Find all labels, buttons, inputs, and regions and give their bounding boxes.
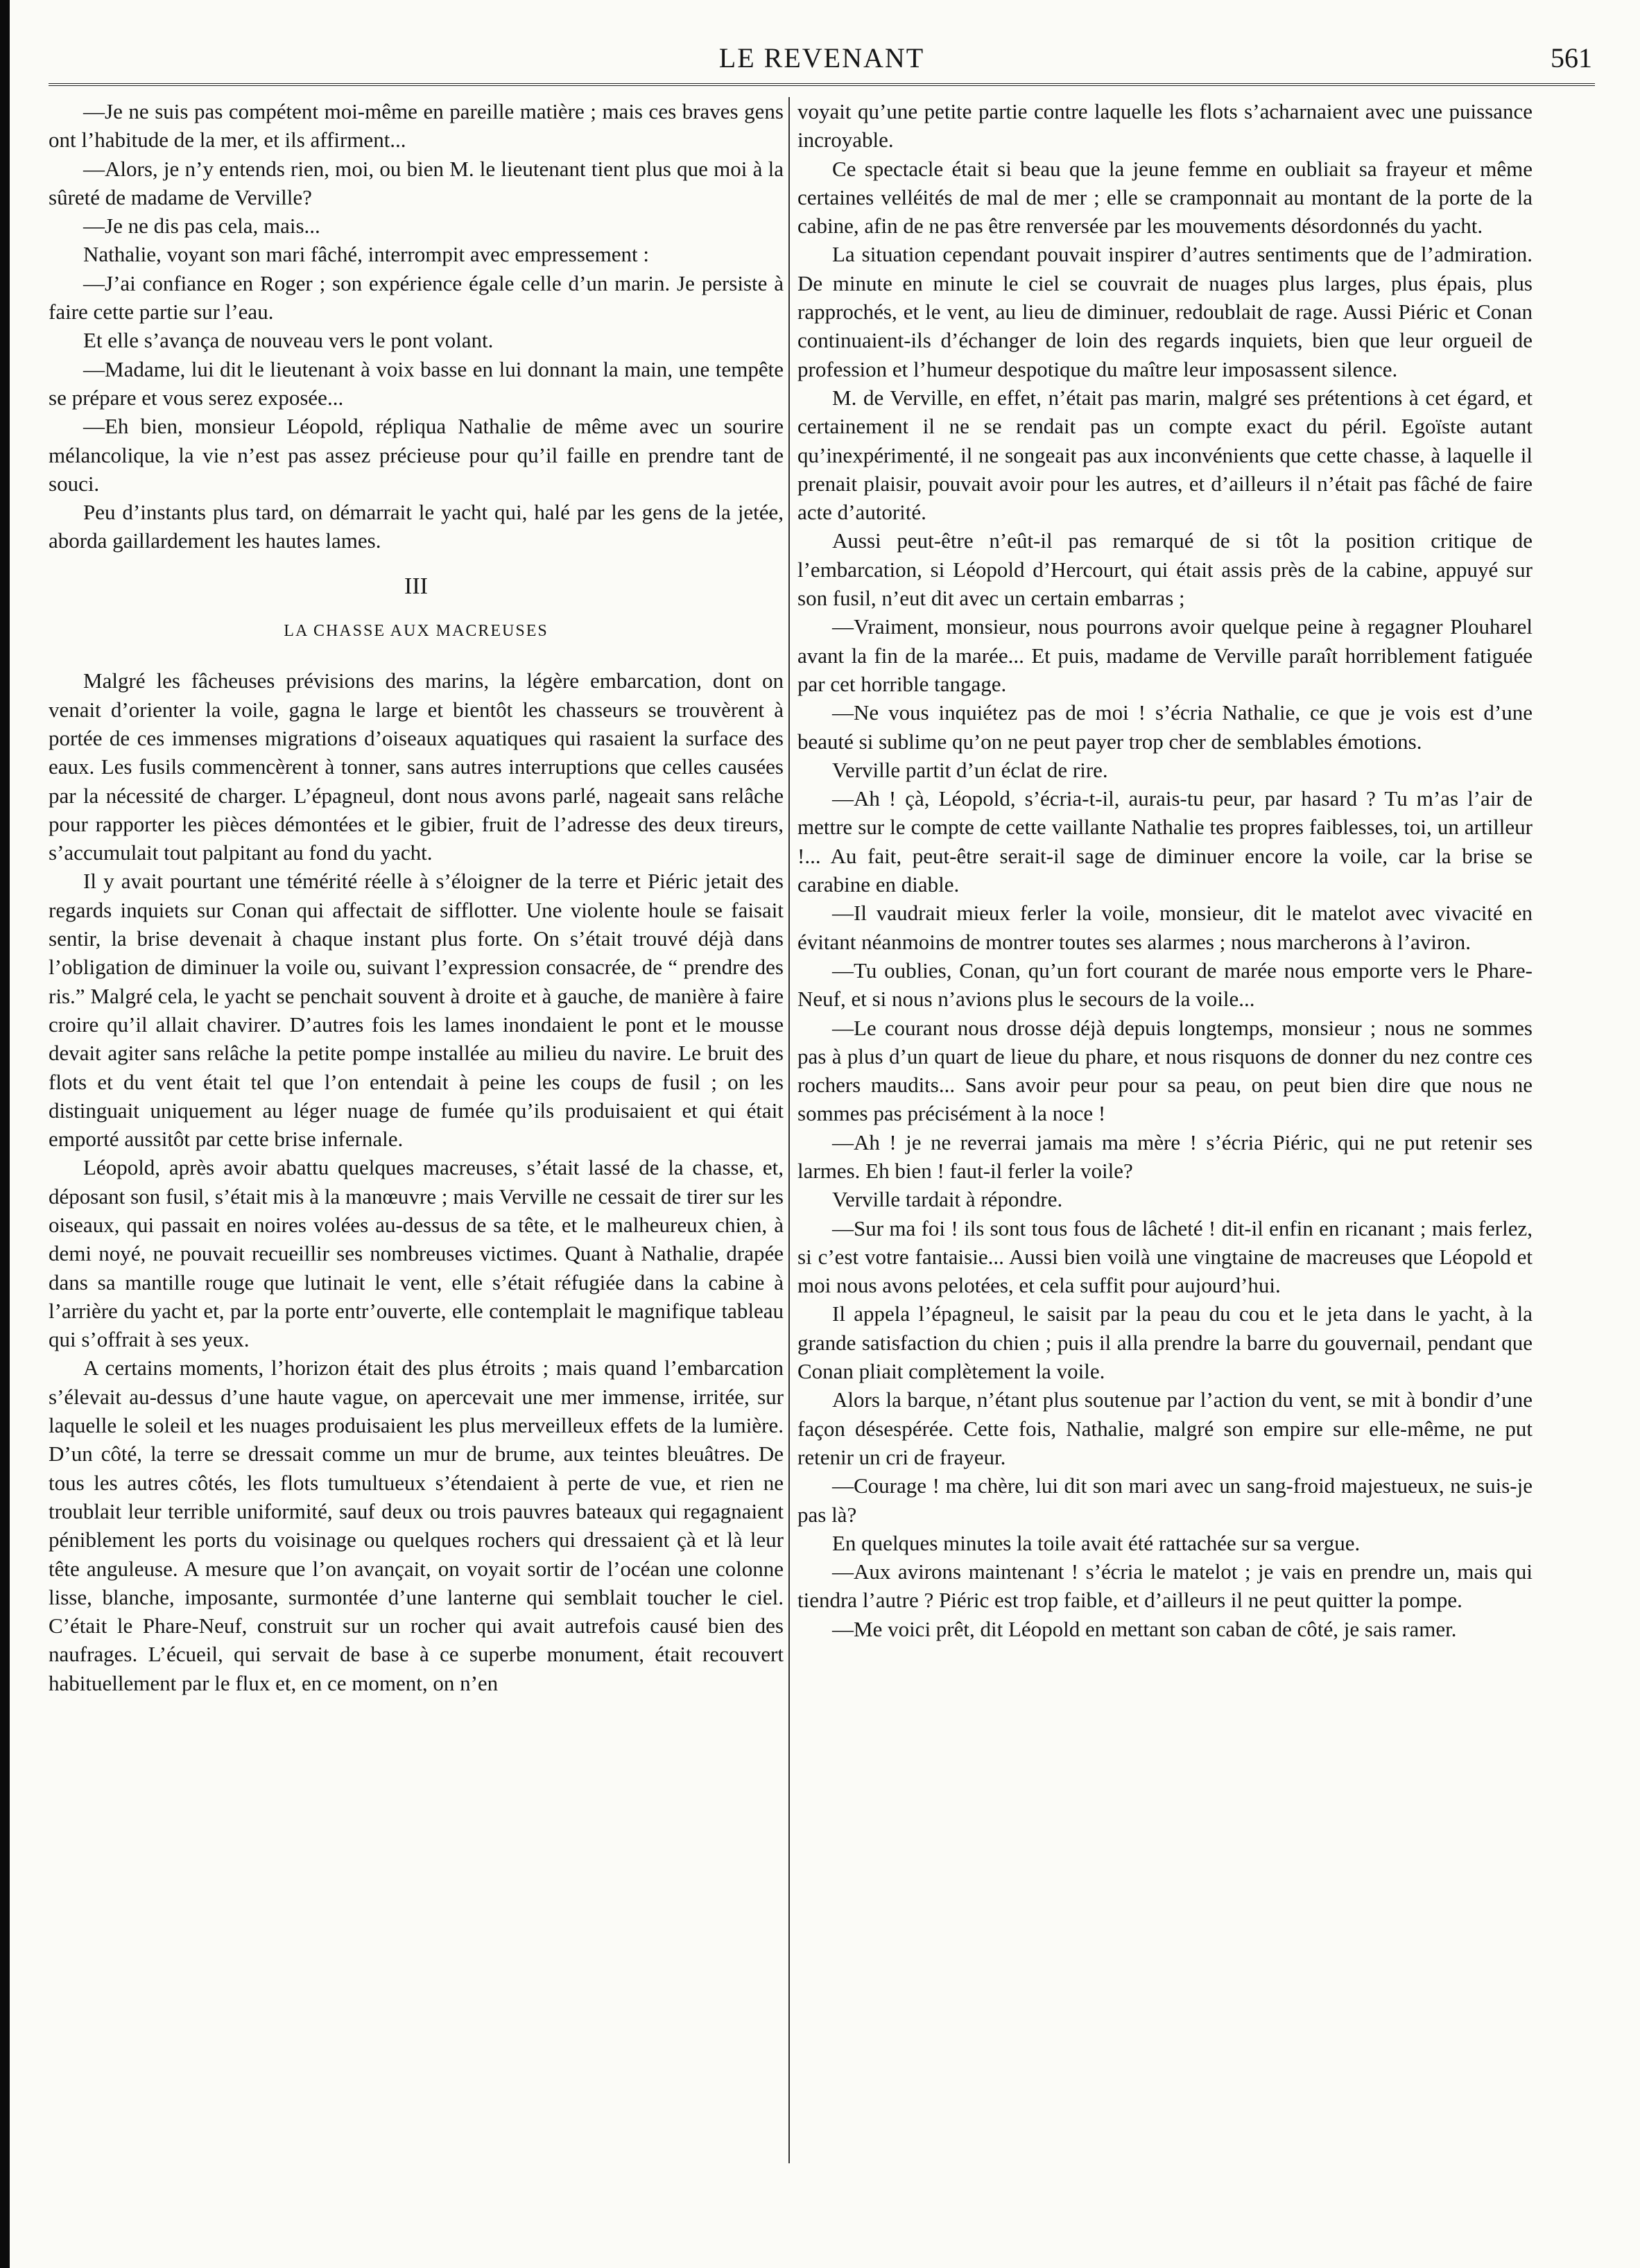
- paragraph: —Ne vous inquiétez pas de moi ! s’écria Nathalie, ce que je vois est d’une beauté si sublime qu’on ne peut payer trop cher de semblables émotions.: [797, 700, 1533, 754]
- paragraph: —Ah ! je ne reverrai jamais ma mère ! s’écria Piéric, qui ne put retenir ses larmes. Eh bien ! faut-il ferler la voile?: [797, 1129, 1533, 1183]
- paragraph: —Eh bien, monsieur Léopold, répliqua Nathalie de même avec un sourire mélancolique, la vie n’est pas assez précieuse pour qu’il faille en prendre tant de souci.: [49, 414, 784, 496]
- paragraph: —Tu oublies, Conan, qu’un fort courant de marée nous emporte vers le Phare-Neuf, et si nous n’avions plus le secours de la voile...: [797, 958, 1533, 1012]
- paragraph: Aussi peut-être n’eût-il pas remarqué de si tôt la position critique de l’embarcation, si Léopold d’Hercourt, qui était assis près de la cabine, appuyé sur son fusil, n’eut dit avec un certain embarras ;: [797, 528, 1533, 611]
- paragraph: Malgré les fâcheuses prévisions des marins, la légère embarcation, dont on venait d’orienter la voile, gagna le large et bientôt les chasseurs se trouvèrent à portée de ces immenses migrations d’oiseaux aquatiques qui rasaient la surface des eaux. Les fusils commencèrent à tonner, sans autres interruptions que celles causées par la nécessité de charger. L’épagneul, dont nous avons parlé, nageait sans relâche pour rapporter les pièces démontées et le gibier, fruit de l’adresse des deux tireurs, s’accumulait tout palpitant au fond du yacht.: [49, 668, 784, 865]
- paragraph: —Aux avirons maintenant ! s’écria le matelot ; je vais en prendre un, mais qui tiendra l’autre ? Piéric est trop faible, et d’ailleurs il ne peut quitter la pompe.: [797, 1559, 1533, 1613]
- paragraph: M. de Verville, en effet, n’était pas marin, malgré ses prétentions à cet égard, et certainement il ne se rendait pas un compte exact du péril. Egoïste autant qu’inexpérimenté, il ne songeait pas aux inconvénients que cette chasse, à laquelle il prenait plaisir, pouvait avoir pour les autres, et d’ailleurs il n’était pas fâché de faire acte d’autorité.: [797, 385, 1533, 525]
- page-number: 561: [1551, 42, 1592, 73]
- paragraph: Et elle s’avança de nouveau vers le pont volant.: [83, 328, 494, 353]
- paragraph: —Alors, je n’y entends rien, moi, ou bien M. le lieutenant tient plus que moi à la sûreté de madame de Verville?: [49, 156, 784, 209]
- paragraph: Nathalie, voyant son mari fâché, interrompit avec empressement :: [83, 242, 650, 267]
- paragraph: —Vraiment, monsieur, nous pourrons avoir quelque peine à regagner Plouharel avant la fin de la marée... Et puis, madame de Verville paraît horriblement fatiguée par cet horrible tangage.: [797, 614, 1533, 696]
- paragraph: Peu d’instants plus tard, on démarrait le yacht qui, halé par les gens de la jetée, aborda gaillardement les hautes lames.: [49, 500, 784, 553]
- left-column: [49, 97, 784, 2226]
- paragraph: Léopold, après avoir abattu quelques macreuses, s’était lassé de la chasse, et, déposant son fusil, s’était mis à la manœuvre ; mais Verville ne cessait de tirer sur les oiseaux, qui passait en noires volées au-dessus de sa tête, et le malheureux chien, à demi noyé, ne pouvait recueillir ses nombreuses victimes. Quant à Nathalie, drapée dans sa mantille rouge que lutinait le vent, elle s’était réfugiée dans la cabine à l’arrière du yacht et, par la porte entr’ouverte, elle contemplait le magnifique tableau qui s’offrait à ses yeux.: [49, 1155, 784, 1352]
- right-column: [797, 97, 1533, 2226]
- paragraph: —Madame, lui dit le lieutenant à voix basse en lui donnant la main, une tempête se prépare et vous serez exposée...: [49, 356, 784, 410]
- running-header: [49, 42, 1595, 86]
- paragraph: voyait qu’une petite partie contre laquelle les flots s’acharnaient avec une puissance incroyable.: [797, 99, 1533, 153]
- section-title: LA CHASSE AUX MACREUSES: [284, 622, 549, 641]
- paragraph: —Il vaudrait mieux ferler la voile, monsieur, dit le matelot avec vivacité en évitant néanmoins de montrer toutes ses alarmes ; nous marcherons à l’aviron.: [797, 901, 1533, 954]
- paragraph: Verville tardait à répondre.: [832, 1187, 1063, 1212]
- left-top-text: [49, 97, 784, 555]
- paragraph: Il y avait pourtant une témérité réelle à s’éloigner de la terre et Piéric jetait des regards inquiets sur Conan qui affectait de sifflotter. Une violente houle se faisait sentir, la brise devenait à chaque instant plus forte. On s’était trouvé déjà dans l’obligation de diminuer la voile ou, suivant l’expression consacrée, de “ prendre des ris.” Malgré cela, le yacht se penchait souvent à droite et à gauche, de manière à faire croire qu’il allait chavirer. D’autres fois les lames inondaient le pont et le mousse devait agiter sans relâche la petite pompe installée au milieu du navire. Le bruit des flots et du vent était tel que l’on entendait à peine les coups de fusil ; on les distinguait uniquement au léger nuage de fumée qu’ils produisaient et qui était emporté aussitôt par cette brise infernale.: [49, 869, 784, 1152]
- paragraph: —Je ne dis pas cela, mais...: [83, 214, 320, 239]
- paragraph: —J’ai confiance en Roger ; son expérience égale celle d’un marin. Je persiste à faire cette partie sur l’eau.: [49, 270, 784, 324]
- paragraph: —Sur ma foi ! ils sont tous fous de lâcheté ! dit-il enfin en ricanant ; mais ferlez, si c’est votre fantaisie... Aussi bien voilà une vingtaine de macreuses que Léopold et moi nous avons pelotées, et cela suffit pour aujourd’hui.: [797, 1215, 1533, 1298]
- paragraph: —Me voici prêt, dit Léopold en mettant son caban de côté, je sais ramer.: [832, 1616, 1457, 1641]
- paragraph: —Courage ! ma chère, lui dit son mari avec un sang-froid majestueux, ne suis-je pas là?: [797, 1473, 1533, 1527]
- paragraph: —Je ne suis pas compétent moi-même en pareille matière ; mais ces braves gens ont l’habitude de la mer, et ils affirment...: [49, 99, 784, 153]
- paragraph: —Ah ! çà, Léopold, s’écria-t-il, aurais-tu peur, par hasard ? Tu m’as l’air de mettre sur le compte de cette vaillante Nathalie tes propres faiblesses, toi, un artilleur !... Au fait, peut-être serait-il sage de diminuer encore la voile, car la brise se carabine en diable.: [797, 786, 1533, 897]
- paragraph: —Le courant nous drosse déjà depuis longtemps, monsieur ; nous ne sommes pas à plus d’un quart de lieue du phare, et nous risquons de donner du nez contre ces rochers maudits... Sans avoir peur pour sa peau, on peut bien dire que nous ne sommes pas précisément à la noce !: [797, 1015, 1533, 1126]
- paragraph: Ce spectacle était si beau que la jeune femme en oubliait sa frayeur et même certaines velléités de mal de mer ; elle se cramponnait au montant de la porte de la cabine, afin de ne pas être renversée par les mouvements désordonnés du yacht.: [797, 156, 1533, 239]
- paragraph: Verville partit d’un éclat de rire.: [832, 757, 1108, 782]
- paragraph: Alors la barque, n’étant plus soutenue par l’action du vent, se mit à bondir d’une façon désespérée. Cette fois, Nathalie, malgré son empire sur elle-même, ne put retenir un cri de frayeur.: [797, 1387, 1533, 1469]
- page: [49, 42, 1595, 2226]
- paragraph: La situation cependant pouvait inspirer d’autres sentiments que de l’admiration. De minute en minute le ciel se couvrait de nuages plus larges, plus épais, plus rapprochés, et le vent, au lieu de diminuer, redoublait de rage. Aussi Piéric et Conan continuaient-ils d’échanger de loin des regards inquiets, bien que leur orgueil de profession et l’humeur despotique du maître leur imposassent silence.: [797, 242, 1533, 381]
- right-text: [797, 97, 1533, 1643]
- paragraph: A certains moments, l’horizon était des plus étroits ; mais quand l’embarcation s’élevait au-dessus d’une haute vague, on apercevait une mer immense, irritée, sur laquelle le soleil et les nuages produisaient les plus merveilleux effets de la lumière. D’un côté, la terre se dressait comme un mur de brume, aux teintes bleuâtres. De tous les autres côtés, les flots tumultueux s’étendaient à perte de vue, et rien ne troublait leur terrible uniformité, sauf deux ou trois pauvres bateaux qui regagnaient péniblement les ports du voisinage ou quelques rochers qui dressaient çà et là leur tête anguleuse. A mesure que l’on avançait, on voyait sortir de l’océan une colonne lisse, blanche, imposante, surmontée d’une lanterne qui semblait toucher le ciel. C’était le Phare-Neuf, construit sur un rocher qui avait autrefois causé bien des naufrages. L’écueil, qui servait de base à ce superbe monument, était recouvert habituellement par le flux et, en ce moment, on n’en: [49, 1356, 784, 1695]
- column-divider: [788, 97, 790, 2163]
- book-binding-edge: [0, 0, 10, 2268]
- left-bottom-text: [49, 666, 784, 1697]
- section-number: III: [404, 573, 428, 599]
- running-title: LE REVENANT: [718, 42, 925, 73]
- text-columns: [49, 97, 1595, 2226]
- paragraph: En quelques minutes la toile avait été rattachée sur sa vergue.: [832, 1530, 1361, 1555]
- paragraph: Il appela l’épagneul, le saisit par la peau du cou et le jeta dans le yacht, à la grande satisfaction du chien ; puis il alla prendre la barre du gouvernail, pendant que Conan pliait complètement la voile.: [797, 1301, 1533, 1384]
